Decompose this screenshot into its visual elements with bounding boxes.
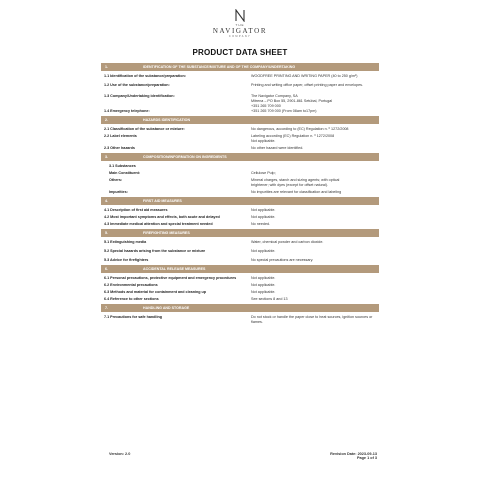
data-sheet-body [101, 63, 379, 327]
row-4-2: 4.2 Most important symptoms and effects, both acute and delayed Not applicable. [104, 215, 276, 219]
section-header-7: 7. HANDLING AND STORAGE [101, 304, 379, 312]
revision-date: Revision Date: 2023-09-13 [330, 452, 377, 456]
row-1-3: 1.3 Company/Undertaking identification: The Navigator Company, SA Mitrena – PO Box 55, 2901-861 Setúbal, Portugal +351 265 709 000 [104, 94, 333, 108]
row-5-1: 5.1 Extinguishing media Water, chemical powder and carbon dioxide. [104, 240, 324, 244]
row-3-2: Main Constituent: Cellulose Pulp; [109, 171, 276, 175]
row-1-4: 1.4 Emergency telephone: +351 265 709 000 (From 08am to17pm) [104, 109, 317, 113]
section-header-4: 4. FIRST AID MEASURES [101, 197, 379, 205]
version-label: Version: 2.0 [109, 452, 131, 456]
company-logo: THE NAVIGATOR COMPANY [0, 9, 480, 39]
row-1-1: 1.1 Identification of the substance/preparation: WOODFREE PRINTING AND WRITING PAPER (40 to 250 g/m²) [104, 74, 358, 78]
row-5-2: 5.2 Special hazards arising from the substance or mixture Not applicable. [104, 249, 276, 253]
section-header-3: 3. COMPOSITION/INFORMATION ON INGREDIENTS [101, 153, 379, 161]
row-6-1: 6.1 Personal precautions, protective equipment and emergency procedures Not applicable. [104, 276, 276, 280]
row-4-1: 4.1 Description of first aid measures Not applicable. [104, 208, 276, 212]
page-title: PRODUCT DATA SHEET [192, 48, 288, 57]
row-3-1: 3.1 Substances [109, 164, 136, 168]
row-5-3: 5.3 Advice for firefighters No special precautions are necessary. [104, 258, 314, 262]
row-1-2: 1.2 Use of the substance/preparation: Printing and writing office paper, offset printing paper and envelopes. [104, 83, 363, 87]
section-header-5: 5. FIREFIGHTING MEASURES [101, 229, 379, 237]
row-6-2: 6.2 Environmental precautions Not applicable. [104, 283, 276, 287]
row-3-4: Impurities: No impurities are relevant for classification and labeling [109, 190, 342, 194]
row-2-1: 2.1 Classification of the substance or mixture: No dangerous, according to (EC) Regulation n. º 1272/2008 [104, 127, 349, 131]
row-6-4: 6.4 Reference to other sections See sections 8 and 13 [104, 297, 288, 301]
page-number: Page 1 of 3 [356, 456, 377, 460]
row-6-3: 6.3 Methods and material for containment and cleaning up Not applicable. [104, 290, 276, 294]
section-header-2: 2. HAZARDS IDENTIFICATION [101, 116, 379, 124]
row-2-2: 2.2 Label elements Labeling according (EC) Regulation n. º 1272/2008 Not applicable. [104, 134, 335, 143]
section-header-6: 6. ACCIDENTAL RELEASE MEASURES [101, 265, 379, 273]
navigator-logo-icon [234, 9, 246, 22]
row-3-3: Others: Mineral charges, starch and sizing agents; with optical brightener; with dyes (except for offset natural). [109, 178, 340, 187]
row-4-3: 4.3 Immediate medical attention and special treatment needed No needed. [104, 222, 271, 226]
row-7-1: 7.1 Precautions for safe handling Do not stock or handle the paper close to heat sources, ignition sources or flames. [104, 315, 373, 324]
page-footer [109, 452, 377, 460]
section-header-1: 1. IDENTIFICATION OF THE SUBSTANCE/MIXTURE AND OF THE COMPANY/UNDERTAKING [101, 63, 379, 71]
row-2-3: 2.3 Other hazards No other hazard were identified. [104, 146, 304, 150]
